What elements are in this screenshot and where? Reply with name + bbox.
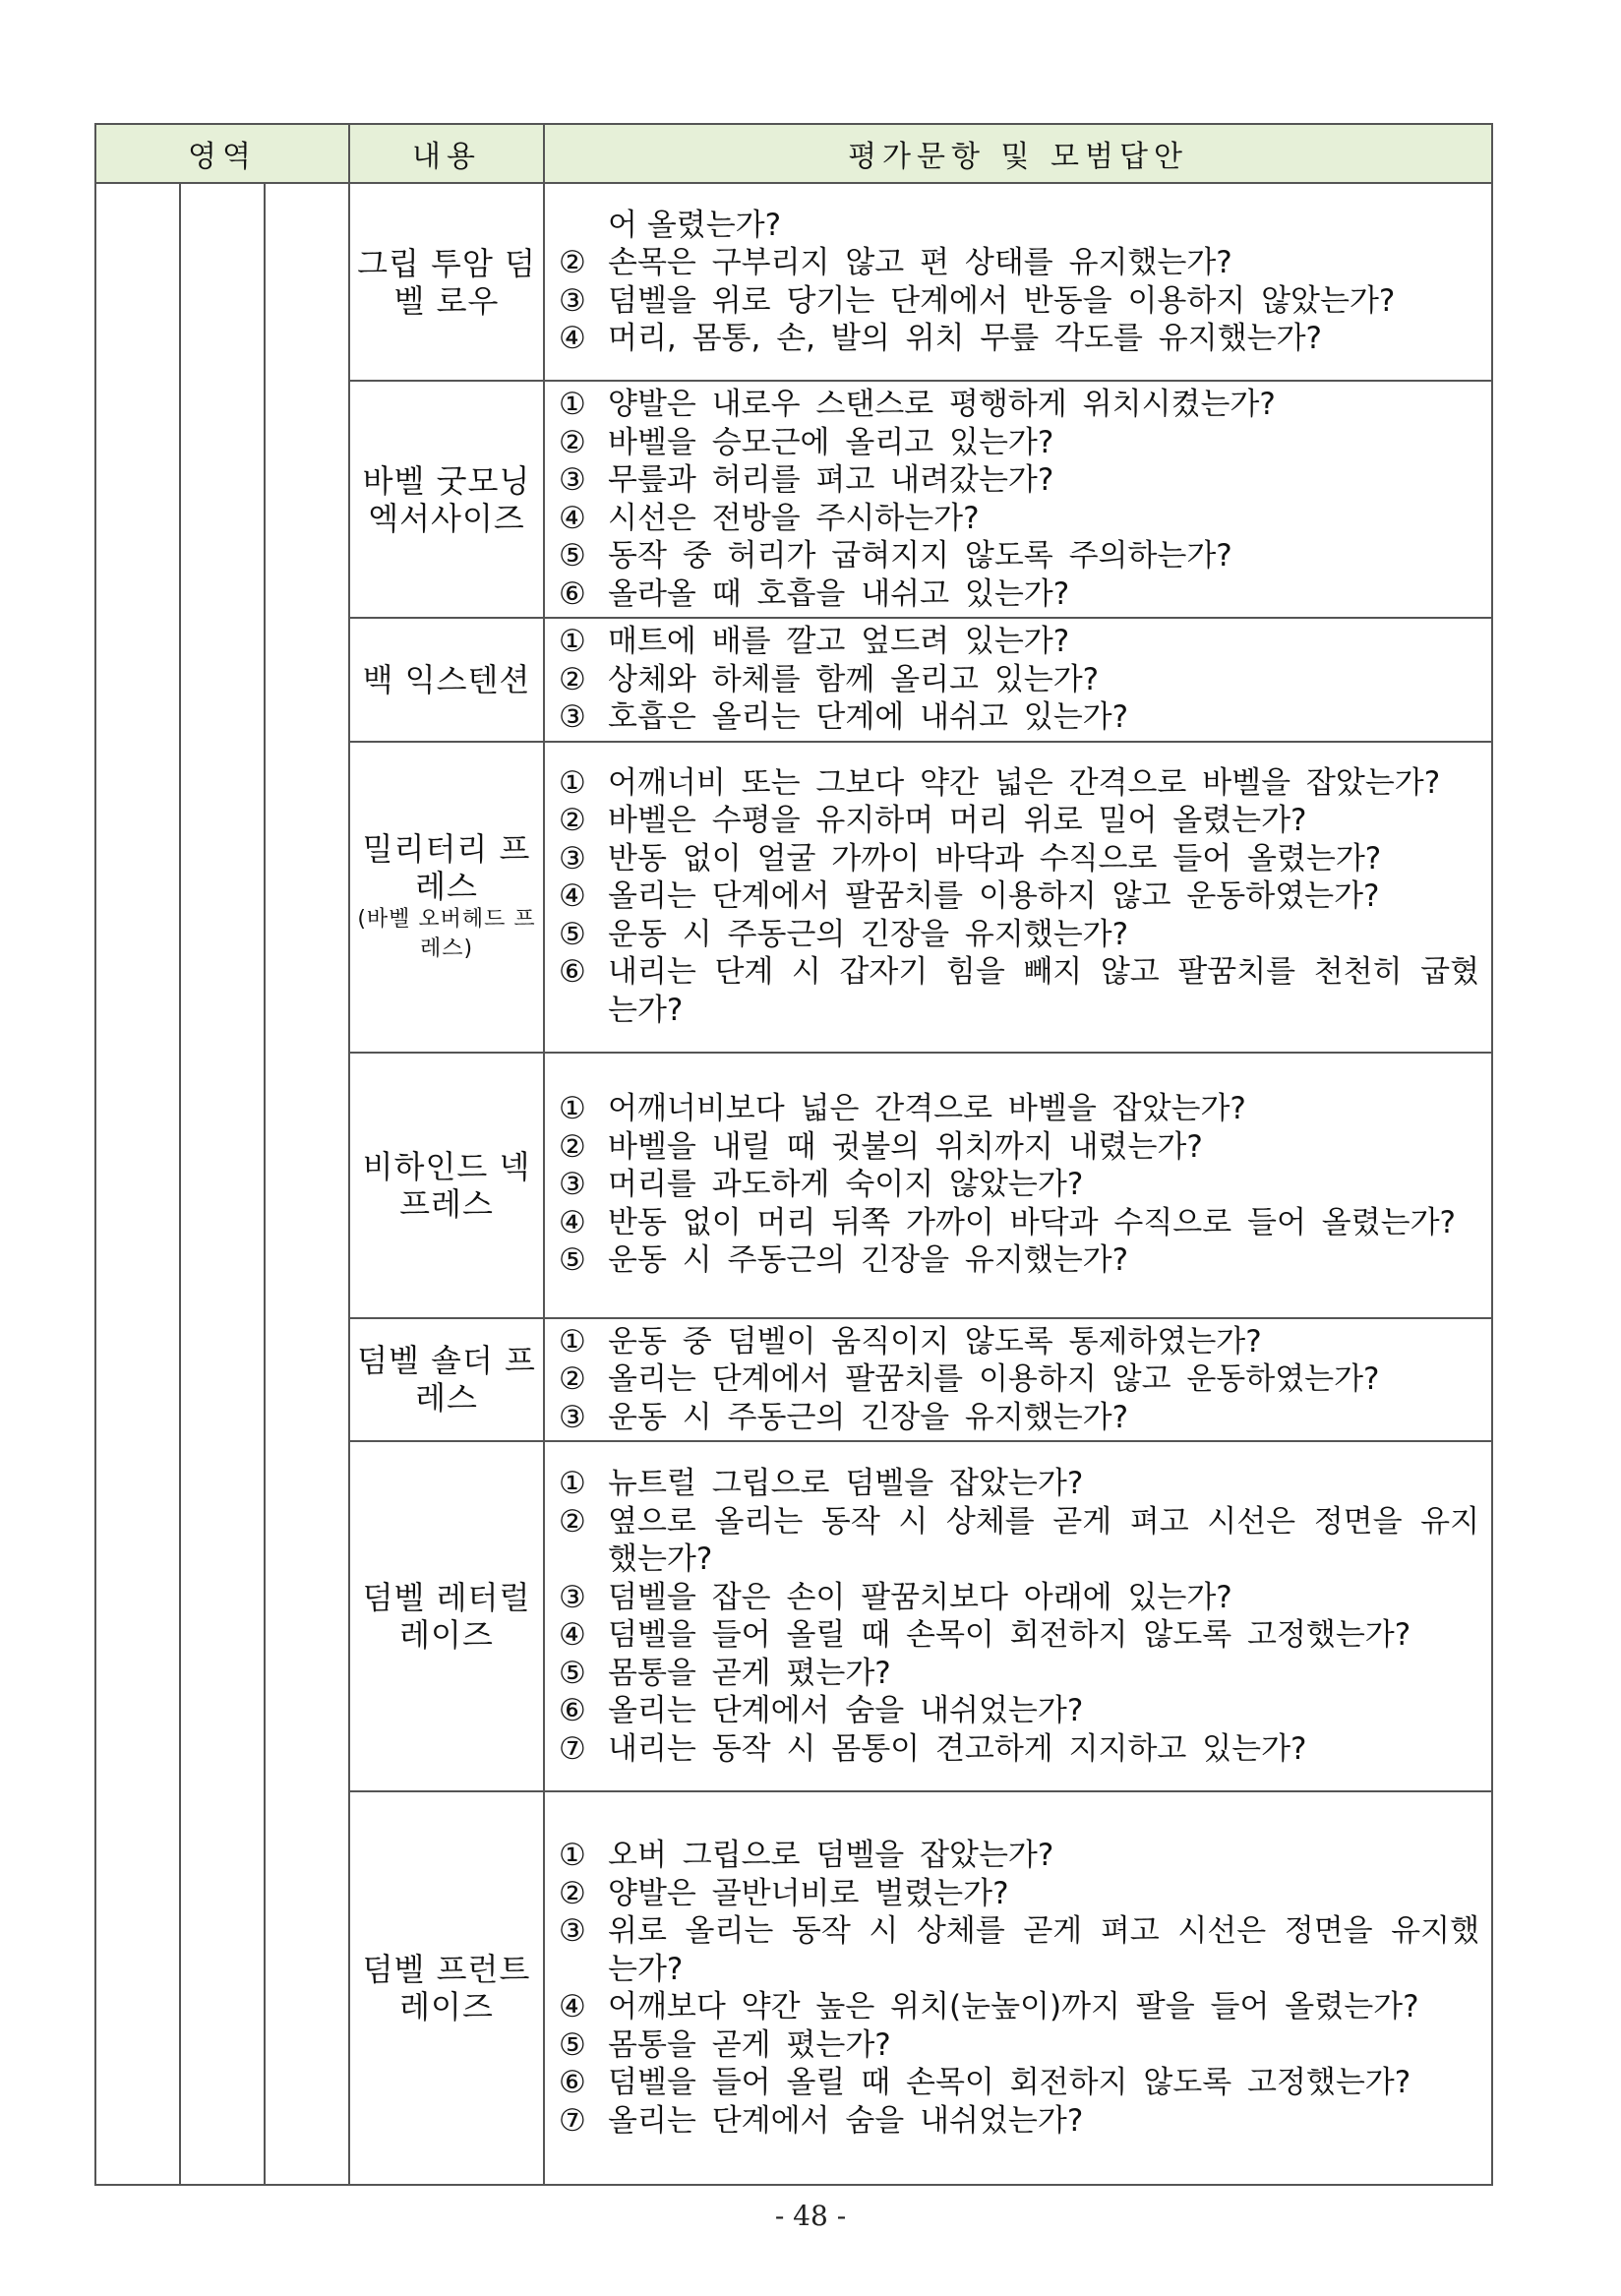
question-item <box>559 320 1479 358</box>
question-item <box>559 1204 1479 1242</box>
question-number: ② <box>559 245 586 280</box>
question-item <box>559 1875 1479 1913</box>
question-text: 위로 올리는 동작 시 상체를 곧게 펴고 시선은 정면을 유지했는가? <box>608 1913 1480 1987</box>
question-number: ⑦ <box>559 2102 586 2139</box>
question-text: 무릎과 허리를 펴고 내려갔는가? <box>608 462 1054 498</box>
exercise-name-cell <box>349 381 544 618</box>
exercise-name-cell <box>349 1441 544 1791</box>
question-number: ② <box>559 1503 586 1540</box>
question-number: ③ <box>559 462 586 498</box>
question-text: 손목은 구부리지 않고 편 상태를 유지했는가? <box>608 245 1232 280</box>
question-cell <box>544 1441 1492 1791</box>
header-questions: 평가문항 및 모범답안 <box>544 124 1492 183</box>
exercise-name: 덤벨 프런트 레이즈 <box>362 1951 531 2025</box>
question-number: ④ <box>559 1617 586 1653</box>
question-item <box>559 500 1479 538</box>
question-text: 덤벨을 들어 올릴 때 손목이 회전하지 않도록 고정했는가? <box>608 1617 1411 1653</box>
question-item <box>559 1241 1479 1280</box>
question-number: ① <box>559 1091 586 1127</box>
question-item <box>559 802 1479 840</box>
question-number: ④ <box>559 500 586 536</box>
exercise-name: 바벨 굿모닝 엑서사이즈 <box>362 461 531 537</box>
question-number: ⑥ <box>559 954 586 991</box>
question-number: ⑦ <box>559 1730 586 1767</box>
question-item <box>559 1837 1479 1875</box>
question-number: ③ <box>559 282 586 319</box>
question-item <box>559 1730 1479 1769</box>
question-text: 시선은 전방을 주시하는가? <box>608 500 980 536</box>
question-number: ③ <box>559 1913 586 1949</box>
question-text: 올리는 단계에서 팔꿈치를 이용하지 않고 운동하였는가? <box>608 1361 1380 1397</box>
exercise-name: 백 익스텐션 <box>362 660 531 698</box>
question-number: ② <box>559 1128 586 1165</box>
question-text: 옆으로 올리는 동작 시 상체를 곧게 펴고 시선은 정면을 유지했는가? <box>608 1503 1480 1577</box>
question-number: ① <box>559 764 586 801</box>
area-col-3 <box>265 183 349 2185</box>
question-number: ② <box>559 424 586 460</box>
table-header-row <box>95 124 1492 183</box>
question-item <box>559 698 1479 737</box>
question-cell <box>544 742 1492 1053</box>
question-number: ④ <box>559 1204 586 1240</box>
question-text: 양발은 골반너비로 벌렸는가? <box>608 1875 1009 1911</box>
question-text: 상체와 하체를 함께 올리고 있는가? <box>608 661 1100 697</box>
question-number: ② <box>559 803 586 839</box>
question-item <box>559 1166 1479 1204</box>
question-text: 바벨을 승모근에 올리고 있는가? <box>608 424 1054 460</box>
question-item <box>559 1988 1479 2026</box>
question-text: 어깨보다 약간 높은 위치(눈높이)까지 팔을 들어 올렸는가? <box>608 1989 1419 2024</box>
question-cell <box>544 1318 1492 1442</box>
question-text: 올리는 단계에서 숨을 내쉬었는가? <box>608 2102 1084 2139</box>
question-item <box>559 386 1479 424</box>
question-number: ③ <box>559 840 586 876</box>
question-text: 덤벨을 위로 당기는 단계에서 반동을 이용하지 않았는가? <box>608 282 1396 319</box>
question-text: 올라올 때 호흡을 내쉬고 있는가? <box>608 575 1070 612</box>
question-number: ⑤ <box>559 538 586 574</box>
question-text: 덤벨을 잡은 손이 팔꿈치보다 아래에 있는가? <box>608 1579 1232 1615</box>
question-number: ⑥ <box>559 2065 586 2100</box>
question-item <box>559 1399 1479 1437</box>
question-text: 뉴트럴 그립으로 덤벨을 잡았는가? <box>608 1466 1084 1501</box>
question-number: ⑥ <box>559 1693 586 1728</box>
header-content: 내용 <box>349 124 544 183</box>
question-text: 몸통을 곧게 폈는가? <box>608 2026 891 2063</box>
exercise-name-cell <box>349 742 544 1053</box>
area-col-1 <box>95 183 180 2185</box>
exercise-name-cell <box>349 618 544 742</box>
question-text: 머리, 몸통, 손, 발의 위치 무릎 각도를 유지했는가? <box>608 321 1322 356</box>
question-item <box>559 1616 1479 1655</box>
question-item <box>559 1128 1479 1167</box>
question-item <box>559 661 1479 699</box>
question-number: ③ <box>559 1579 586 1615</box>
question-text: 운동 시 주동근의 긴장을 유지했는가? <box>608 1399 1129 1435</box>
question-item <box>559 2102 1479 2141</box>
question-number: ④ <box>559 321 586 356</box>
question-text: 바벨은 수평을 유지하며 머리 위로 밀어 올렸는가? <box>608 803 1307 839</box>
question-item <box>559 1360 1479 1399</box>
question-text: 덤벨을 들어 올릴 때 손목이 회전하지 않도록 고정했는가? <box>608 2065 1411 2100</box>
question-item <box>559 1912 1479 1988</box>
question-text: 운동 시 주동근의 긴장을 유지했는가? <box>608 1242 1129 1279</box>
exercise-name: 비하인드 넥 프레스 <box>362 1147 531 1223</box>
question-cell <box>544 183 1492 381</box>
question-number: ① <box>559 1466 586 1501</box>
question-text: 머리를 과도하게 숙이지 않았는가? <box>608 1167 1084 1203</box>
exercise-name: 덤벨 레터럴 레이즈 <box>362 1579 531 1654</box>
evaluation-table <box>94 123 1493 2186</box>
exercise-name-cell <box>349 1318 544 1442</box>
question-number: ② <box>559 1875 586 1911</box>
question-item <box>559 623 1479 661</box>
question-number: ⑤ <box>559 916 586 952</box>
question-cell <box>544 1791 1492 2185</box>
question-number: ① <box>559 1323 586 1359</box>
question-item <box>559 461 1479 500</box>
question-text: 반동 없이 얼굴 가까이 바닥과 수직으로 들어 올렸는가? <box>608 840 1382 876</box>
question-item <box>559 1090 1479 1128</box>
question-item <box>559 764 1479 803</box>
question-text: 바벨을 내릴 때 귓불의 위치까지 내렸는가? <box>608 1128 1203 1165</box>
question-text: 내리는 동작 시 몸통이 견고하게 지지하고 있는가? <box>608 1730 1307 1767</box>
question-text: 호흡은 올리는 단계에 내쉬고 있는가? <box>608 699 1129 735</box>
header-area: 영역 <box>95 124 349 183</box>
exercise-name: 그립 투암 덤벨 로우 <box>357 244 536 320</box>
question-number: ⑥ <box>559 575 586 612</box>
question-item <box>559 840 1479 878</box>
question-text: 내리는 단계 시 갑자기 힘을 빼지 않고 팔꿈치를 천천히 굽혔는가? <box>608 954 1480 1028</box>
question-item <box>559 2026 1479 2065</box>
exercise-name-cell <box>349 183 544 381</box>
area-col-2 <box>180 183 265 2185</box>
question-text: 오버 그립으로 덤벨을 잡았는가? <box>608 1838 1054 1873</box>
question-item <box>559 1579 1479 1617</box>
question-item <box>559 1503 1479 1579</box>
question-number: ⑤ <box>559 2026 586 2063</box>
question-text: 매트에 배를 깔고 엎드려 있는가? <box>608 624 1070 659</box>
question-item <box>559 575 1479 614</box>
question-number: ⑤ <box>559 1242 586 1279</box>
question-item <box>559 1655 1479 1693</box>
question-number: ② <box>559 661 586 697</box>
question-number: ③ <box>559 1167 586 1203</box>
question-item <box>559 1465 1479 1503</box>
question-cell <box>544 1053 1492 1318</box>
question-number: ④ <box>559 878 586 915</box>
question-item <box>559 877 1479 916</box>
exercise-name-cell <box>349 1791 544 2185</box>
question-continuation: 어 올렸는가? <box>608 207 782 243</box>
question-item <box>559 2064 1479 2102</box>
question-number: ① <box>559 387 586 422</box>
exercise-name-cell <box>349 1053 544 1318</box>
question-text: 올리는 단계에서 팔꿈치를 이용하지 않고 운동하였는가? <box>608 878 1380 915</box>
question-text: 양발은 내로우 스탠스로 평행하게 위치시켰는가? <box>608 387 1276 422</box>
table-row <box>95 183 1492 381</box>
question-item <box>559 1323 1479 1361</box>
question-item <box>559 1692 1479 1730</box>
question-number: ① <box>559 1838 586 1873</box>
question-number: ④ <box>559 1989 586 2024</box>
exercise-name: 덤벨 숄더 프레스 <box>357 1342 536 1418</box>
question-cell <box>544 618 1492 742</box>
question-text: 운동 시 주동근의 긴장을 유지했는가? <box>608 916 1129 952</box>
question-number: ② <box>559 1361 586 1397</box>
question-item <box>559 424 1479 462</box>
exercise-name-note: (바벨 오버헤드 프레스) <box>357 906 536 961</box>
question-text: 올리는 단계에서 숨을 내쉬었는가? <box>608 1693 1084 1728</box>
question-item <box>559 244 1479 282</box>
question-item <box>559 916 1479 954</box>
question-number: ③ <box>559 1399 586 1435</box>
question-text: 몸통을 곧게 폈는가? <box>608 1655 891 1691</box>
exercise-name: 밀리터리 프레스 <box>362 829 531 905</box>
question-number: ⑤ <box>559 1655 586 1691</box>
question-text: 운동 중 덤벨이 움직이지 않도록 통제하였는가? <box>608 1323 1262 1359</box>
question-number: ③ <box>559 699 586 735</box>
question-text: 어깨너비 또는 그보다 약간 넓은 간격으로 바벨을 잡았는가? <box>608 764 1441 801</box>
question-item <box>559 537 1479 575</box>
question-text: 동작 중 허리가 굽혀지지 않도록 주의하는가? <box>608 538 1232 574</box>
question-cell <box>544 381 1492 618</box>
question-text: 반동 없이 머리 뒤쪽 가까이 바닥과 수직으로 들어 올렸는가? <box>608 1204 1457 1240</box>
question-text: 어깨너비보다 넓은 간격으로 바벨을 잡았는가? <box>608 1091 1246 1127</box>
question-item <box>559 953 1479 1029</box>
page-number: - 48 - <box>774 2200 847 2232</box>
question-number: ① <box>559 624 586 659</box>
question-item <box>559 282 1479 321</box>
